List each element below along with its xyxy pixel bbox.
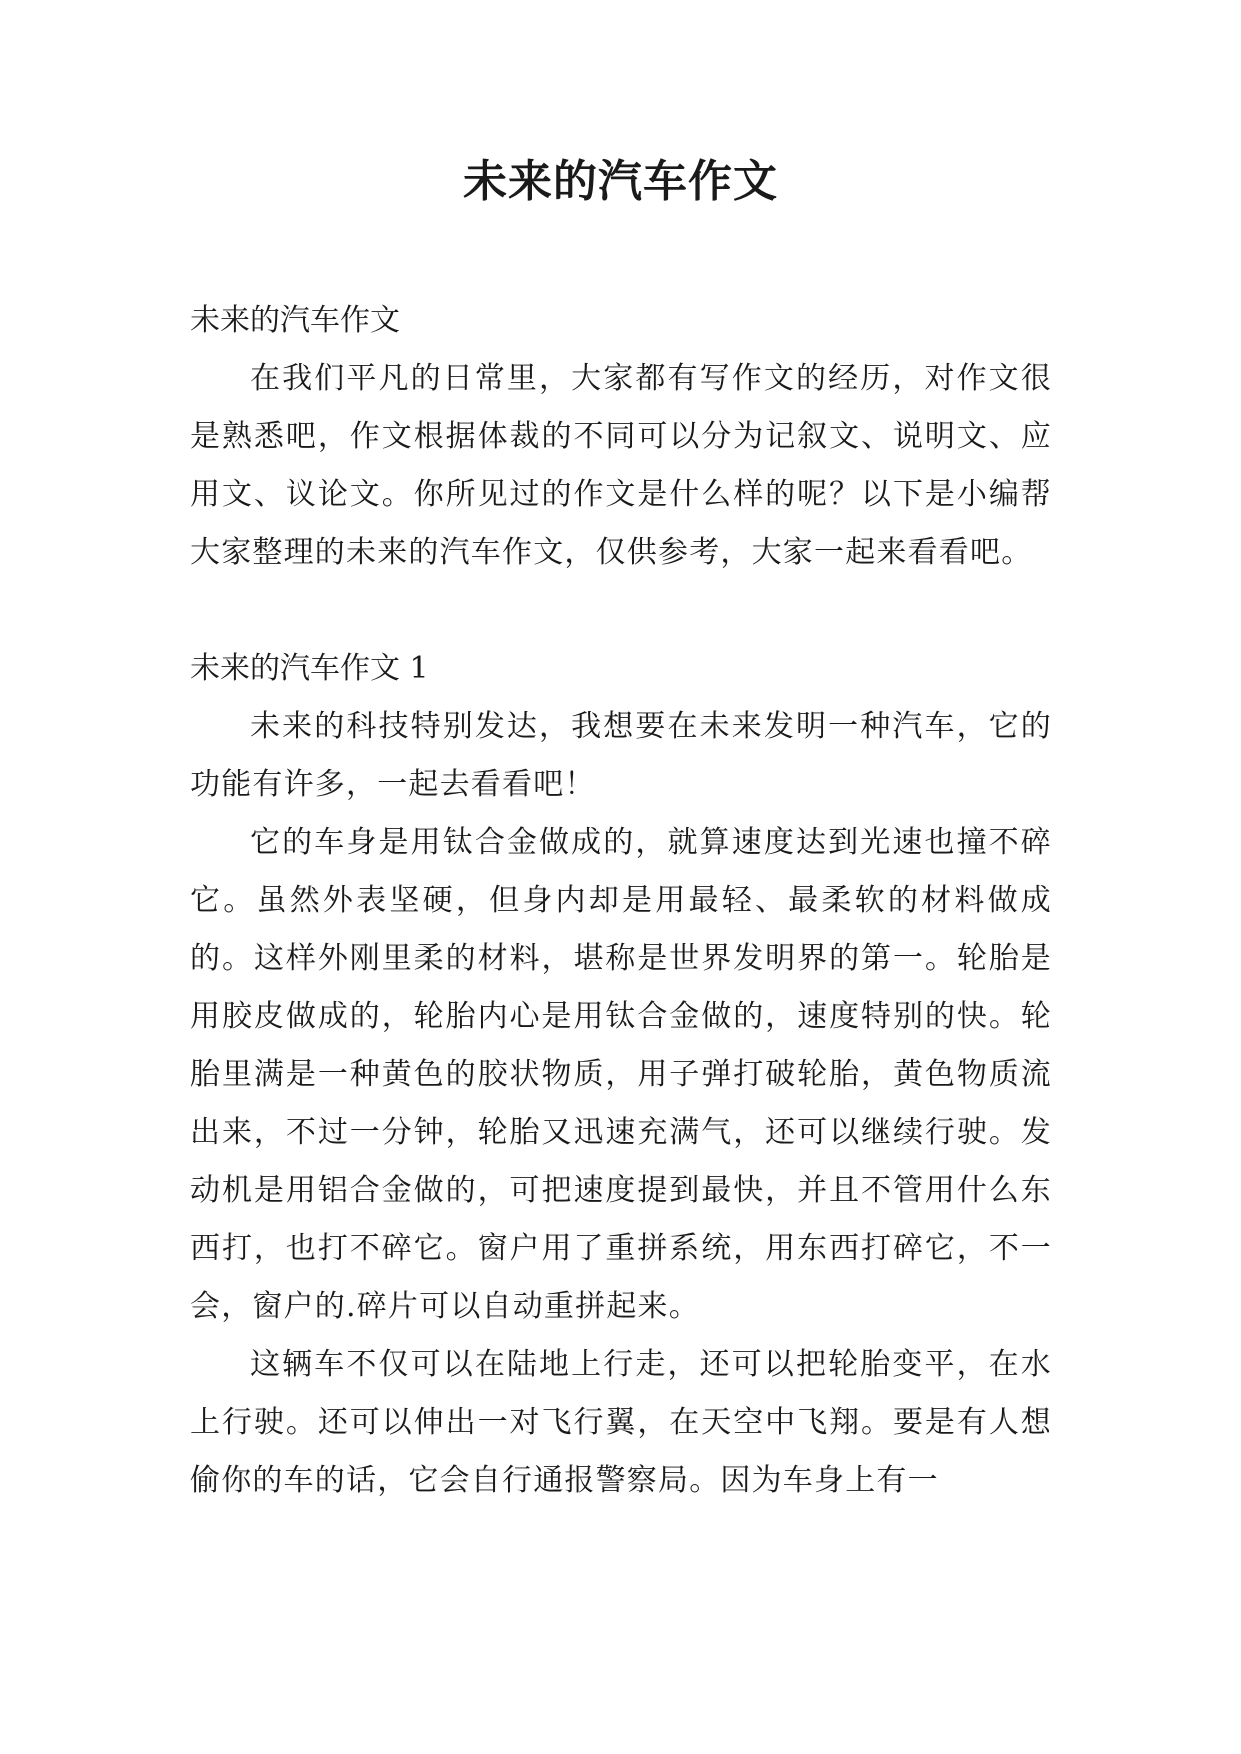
document-title: 未来的汽车作文 bbox=[463, 156, 778, 207]
intro-heading: 未来的汽车作文 bbox=[190, 303, 400, 338]
intro-paragraph: 在我们平凡的日常里，大家都有写作文的经历，对作文很是熟悉吧，作文根据体裁的不同可以分为记叙文、说明文、应用文、议论文。你所见过的作文是什么样的呢？以下是小编帮大家整理的未来的汽车作文，仅供参考，大家一起来看看吧。 bbox=[190, 361, 1052, 570]
essay1-paragraph-2: 它的车身是用钛合金做成的，就算速度达到光速也撞不碎它。虽然外表坚硬，但身内却是用最轻、最柔软的材料做成的。这样外刚里柔的材料，堪称是世界发明界的第一。轮胎是用胶皮做成的，轮胎内心是用钛合金做的，速度特别的快。轮胎里满是一种黄色的胶状物质，用子弹打破轮胎，黄色物质流出来，不过一分钟，轮胎又迅速充满气，还可以继续行驶。发动机是用铝合金做的，可把速度提到最快，并且不管用什么东西打，也打不碎它。窗户用了重拼系统，用东西打碎它，不一会，窗户的.碎片可以自动重拼起来。 bbox=[190, 825, 1052, 1324]
essay1-paragraph-3: 这辆车不仅可以在陆地上行走，还可以把轮胎变平，在水上行驶。还可以伸出一对飞行翼，在天空中飞翔。要是有人想偷你的车的话，它会自行通报警察局。因为车身上有一 bbox=[190, 1347, 1052, 1498]
essay1-paragraph-1: 未来的科技特别发达，我想要在未来发明一种汽车，它的功能有许多，一起去看看吧！ bbox=[190, 709, 1052, 802]
section-spacer bbox=[190, 582, 1052, 640]
document-body bbox=[190, 292, 1052, 1510]
essay1-heading: 未来的汽车作文 1 bbox=[190, 651, 429, 686]
